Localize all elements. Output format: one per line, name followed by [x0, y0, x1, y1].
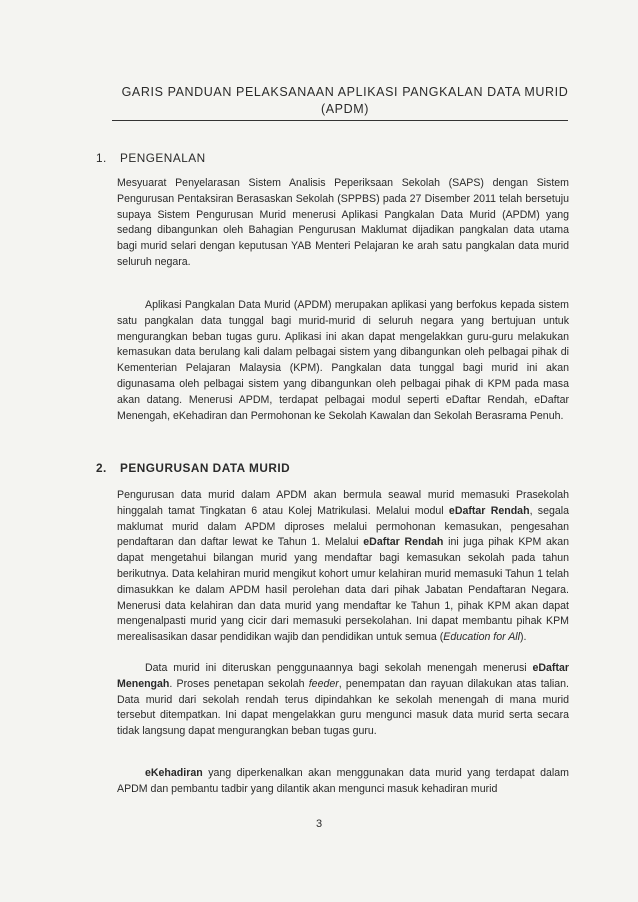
section-2-paragraph-1	[117, 488, 569, 646]
section-1-paragraph-2: Aplikasi Pangkalan Data Murid (APDM) merupakan aplikasi yang berfokus kepada sistem satu pangkalan data tunggal bagi murid-murid di seluruh negara yang bertujuan untuk mengurangkan beban tugas guru. Aplikasi ini akan dapat mengelakkan guru-guru melakukan kemasukan data berulang kali dalam pelbagai sistem yang dibangunkan oleh pelbagai pihak di Kementerian Pelajaran Malaysia (KPM). Pangkalan data tunggal bagi murid ini akan digunasama oleh pelbagai sistem yang dibangunkan oleh pelbagai pihak di KPM pada masa akan datang. Menerusi APDM, terdapat pelbagai modul seperti eDaftar Rendah, eDaftar Menengah, eKehadiran dan Permohonan ke Sekolah Kawalan dan Sekolah Berasrama Penuh.	[117, 299, 569, 422]
module-name-edaftar-rendah: eDaftar Rendah	[363, 536, 444, 549]
text-run: ini juga pihak KPM akan dapat mengetahui bilangan murid yang mendaftar bagi kemasukan sekolah pada tahun berikutnya. Data kelahiran murid mengikut kohort umur kelahiran murid memasuki Tahun 1 telah dimasukkan ke dalam APDM hasil perolehan data dari pihak Jabatan Pendaftaran Negara. Menerusi data kelahiran dan data murid yang mendaftar ke Tahun 1, pihak KPM akan dapat mengenalpasti murid yang cicir dari memasuki persekolahan. Ini dapat membantu pihak KPM merealisasikan dasar pendidikan wajib dan pendidikan untuk semua (	[117, 536, 570, 644]
text-run: ).	[520, 631, 527, 644]
text-run: . Proses penetapan sekolah	[169, 677, 309, 690]
text-run: yang diperkenalkan akan menggunakan data murid yang terdapat dalam APDM dan pembantu tadbir yang dilantik akan mengunci masuk kehadiran murid	[117, 767, 569, 795]
text-run: , segala maklumat murid dalam APDM diproses melalui permohonan kemasukan, pengesahan pendaftaran dan daftar lewat ke Tahun 1. Melalui	[117, 504, 569, 549]
text-run: , penempatan dan rayuan dilakukan atas talian. Data murid dari sekolah rendah terus dipindahkan ke sekolah menengah di mana murid tersebut ditempatkan. Ini dapat mengelakkan guru mengunci masuk data murid serta secara tidak langsung dapat mengurangkan beban tugas guru.	[117, 677, 569, 738]
document-title	[95, 84, 595, 118]
section-1-title: PENGENALAN	[120, 151, 206, 165]
module-name-edaftar-menengah: eDaftar Menengah	[117, 662, 569, 690]
title-divider	[112, 120, 568, 121]
text-run: Pengurusan data murid dalam APDM akan bermula seawal murid memasuki Prasekolah hinggalah tamat Tingkatan 6 atau Kolej Matrikulasi. Melalui modul	[117, 489, 569, 517]
module-name-ekehadiran: eKehadiran	[145, 767, 203, 779]
italic-term: feeder	[308, 677, 339, 690]
italic-term: Education for All	[443, 631, 520, 644]
page-number: 3	[315, 818, 323, 830]
section-2-title: PENGURUSAN DATA MURID	[120, 461, 291, 475]
text-run: Data murid ini diteruskan penggunaannya bagi sekolah menengah menerusi	[145, 662, 533, 674]
section-1-heading	[96, 151, 206, 165]
section-1-number: 1.	[96, 151, 107, 165]
section-2-number: 2.	[96, 461, 107, 475]
section-1-paragraph-1: Mesyuarat Penyelarasan Sistem Analisis Peperiksaan Sekolah (SAPS) dengan Sistem Pengurusan Pentaksiran Berasaskan Sekolah (SPPBS) pada 27 Disember 2011 telah bersetuju supaya Sistem Pengurusan Murid menerusi Aplikasi Pangkalan Data Murid (APDM) yang sedang dibangunkan oleh Bahagian Pengurusan Maklumat dijadikan pangkalan data utama bagi murid selari dengan keputusan YAB Menteri Pelajaran ke arah satu pangkalan data murid seluruh negara.	[117, 177, 569, 268]
section-2-heading	[96, 461, 290, 475]
title-line-1: GARIS PANDUAN PELAKSANAAN APLIKASI PANGKALAN DATA MURID	[121, 85, 569, 99]
module-name-edaftar-rendah: eDaftar Rendah	[448, 504, 530, 517]
section-2-paragraph-2	[117, 661, 569, 740]
section-2-paragraph-3	[117, 766, 569, 798]
title-line-2: (APDM)	[320, 102, 370, 116]
